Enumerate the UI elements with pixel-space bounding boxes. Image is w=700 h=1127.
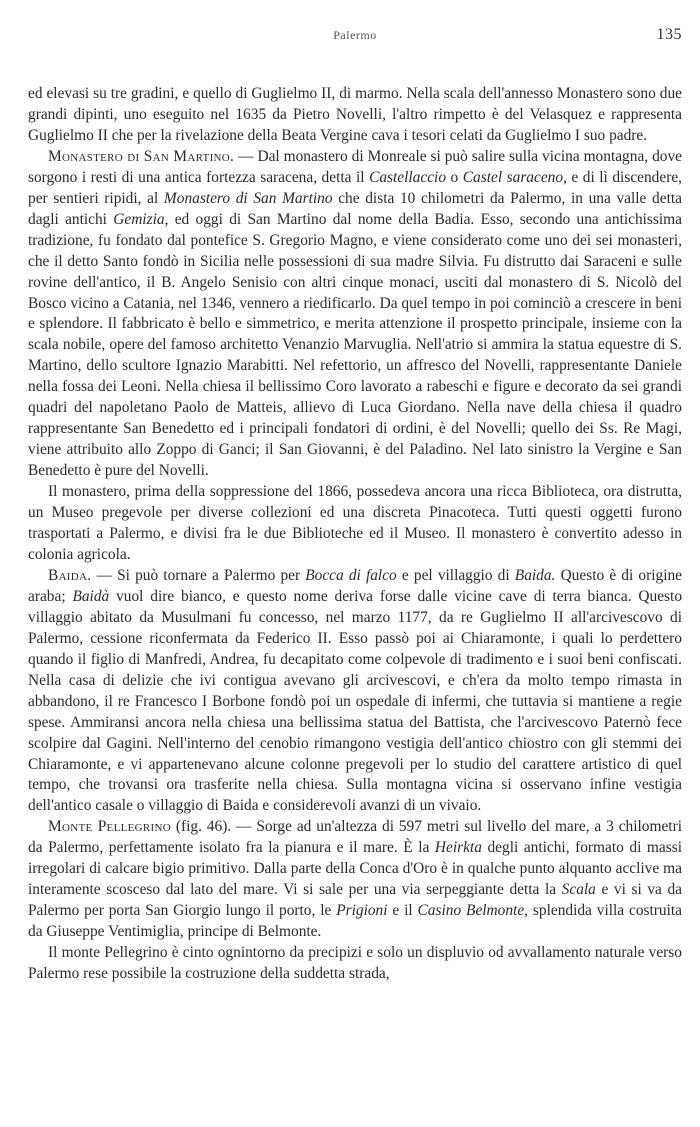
- italic-term: Casino Belmonte: [417, 902, 525, 920]
- text-run: — Dal monastero di Monreale si può salire sulla vicina montagna, dove sorgono i resti di una antica fortezza saracena, detta il: [28, 147, 682, 186]
- text-run: — Si può tornare a Palermo per: [91, 566, 306, 584]
- paragraph-san-martino: [28, 147, 682, 482]
- section-heading: Monte Pellegrino: [48, 818, 171, 836]
- italic-term: Castellaccio: [369, 168, 447, 186]
- text-run: o: [446, 168, 463, 186]
- italic-term: Baida.: [514, 566, 556, 584]
- text-run: Il monastero, prima della soppressione del 1866, possedeva ancora una ricca Biblioteca, ora distrutta, un Museo pregevole per diverse collezioni ed una discreta Pinacoteca. Tutti questi oggetti furono trasportati a Palermo, e divisi fra le due Biblioteche ed il Museo. Il monastero è convertito adesso in colonia agricola.: [28, 483, 682, 563]
- text-run: degli antichi, formato di massi irregolari di calcare bigio primitivo. Dalla parte della Conca d'Oro è in qualche punto alquanto acclive ma interamente scosceso dal lato del mare. Vi si sale per una via serpeggiante detta la: [28, 839, 682, 899]
- text-run: , ed oggi di San Martino dal nome della Badia. Esso, secondo una antichissima tradizione, fu fondato dal pontefice S. Gregorio Magno, e viene considerato come uno dei sei monasteri, che il detto Santo fondò in Sicilia nelle possessioni di sua madre Silvia. Fu distrutto dai Saraceni e sulle rovine dell'antico, il B. Angelo Senisio con altri cinque monaci, usciti dal monastero di S. Nicolò del Bosco vicino a Catania, nel 1346, vennero a riedificarlo. Da quel tempo in poi cominciò a crescere in beni e splendore. Il fabbricato è bello e simmetrico, e merita attenzione il prospetto principale, insieme con la scala nobile, opere del famoso architetto Venanzio Marvuglia. Nell'atrio si ammira la statua equestre di S. Martino, dello scultore Ignazio Marabitti. Nel refettorio, un affresco del Novelli, rappresentante Daniele nella fossa dei Leoni. Nella chiesa il bellissimo Coro lavorato a rabeschi e figure e decorato da sei grandi quadri del napoletano Paolo de Matteis, allievo di Luca Giordano. Nella nave della chiesa il quadro rappresentante San Benedetto ed i principali fondatori di ordini, è del Novelli; quello dei Ss. Re Magi, viene attribuito allo Zoppo di Ganci; il San Giovanni, è del Paladino. Nel lato sinistro la Vergine e San Benedetto è pure del Novelli.: [28, 210, 682, 480]
- text-run: , splendida villa costruita da Giuseppe Ventimiglia, principe di Belmonte.: [28, 902, 682, 941]
- text-run: vuol dire bianco, e questo nome deriva forse dalle vicine cave di terra bianca. Questo villaggio abitato da Musulmani fu concesso, nel marzo 1177, da re Guglielmo II all'arcivescovo di Palermo, cessione riconfermata da Federico II. Esso passò poi ai Chiaramonte, i quali lo perdettero quando il figlio di Manfredi, Andrea, fu decapitato come colpevole di tradimento e i suoi beni confiscati. Nella casa di delizie che ivi contigua avevano gli arcivescovi, e ch'era da molto tempo rimasta in abbandono, il re Francesco I Borbone fondò poi un ospedale di infermi, che tuttavia si mantiene a regie spese. Ammiransi ancora nella chiesa una bellissima statua del Battista, che l'arcivescovo Paternò fece scolpire dal Gagini. Nell'interno del cenobio rimangono vestigia dell'antico chiostro con gli stemmi dei Chiaramonte, e vi appartenevano alcune colonne pregevoli per lo studio del carattere artistico di quel tempo, che trovansi ora trasferite nella chiesa. Sulla montagna vicina si osservano infine vestigia dell'antico casale o villaggio di Baida e considerevoli avanzi di un vivaio.: [28, 587, 683, 815]
- paragraph-baida: [28, 566, 682, 817]
- text-run: e vi si va da Palermo per porta San Giorgio lungo il porto, le: [28, 881, 683, 920]
- page-number: 135: [656, 26, 682, 43]
- text-run: ed elevasi su tre gradini, e quello di Guglielmo II, di marmo. Nella scala dell'annesso Monastero sono due grandi dipinti, uno eseguito nel 1635 da Pietro Novelli, l'altro rimpetto è del Velasquez e rappresenta Guglielmo II che per la rivelazione della Beata Vergine cava i tesori celati da Guglielmo I suo padre.: [28, 85, 682, 144]
- paragraph-monte-pellegrino: [28, 817, 682, 943]
- running-title: Palermo: [333, 28, 377, 42]
- text-run: e pel villaggio di: [396, 566, 515, 584]
- paragraph-monte-pellegrino-strada: [28, 943, 682, 985]
- italic-term: Castel saraceno: [462, 168, 564, 186]
- text-run: Il monte Pellegrino è cinto ognintorno da precipizi e solo un displuvio od avvallamento naturale verso Palermo rese possibile la costruzione della suddetta strada,: [28, 944, 682, 983]
- text-run: che dista 10 chilometri da Palermo, in una valle detta dagli antichi: [28, 189, 682, 228]
- italic-term: Scala: [561, 881, 596, 899]
- running-head: [28, 26, 682, 48]
- paragraph-monreale-end: [28, 84, 682, 147]
- italic-term: Prigioni: [336, 902, 388, 920]
- text-run: Questo è di origine araba;: [28, 566, 682, 605]
- section-heading: Monastero di San Martino.: [48, 147, 235, 165]
- italic-term: Baidà: [72, 587, 110, 605]
- text-run: e il: [387, 902, 418, 920]
- text-run: (fig. 46). — Sorge ad un'altezza di 597 metri sul livello del mare, a 3 chilometri da Palermo, perfettamente isolato fra la pianura e il mare. È la: [28, 818, 682, 857]
- text-run: , e di lì discendere, per sentieri ripidi, al: [28, 168, 683, 207]
- section-heading: Baida.: [48, 566, 92, 584]
- italic-term: Monastero di San Martino: [163, 189, 333, 207]
- italic-term: Heirkta: [434, 839, 482, 857]
- italic-term: Gemizia: [113, 210, 165, 228]
- page-body: [28, 84, 682, 985]
- italic-term: Bocca di falco: [305, 566, 397, 584]
- paragraph-monastero-biblioteca: [28, 482, 682, 566]
